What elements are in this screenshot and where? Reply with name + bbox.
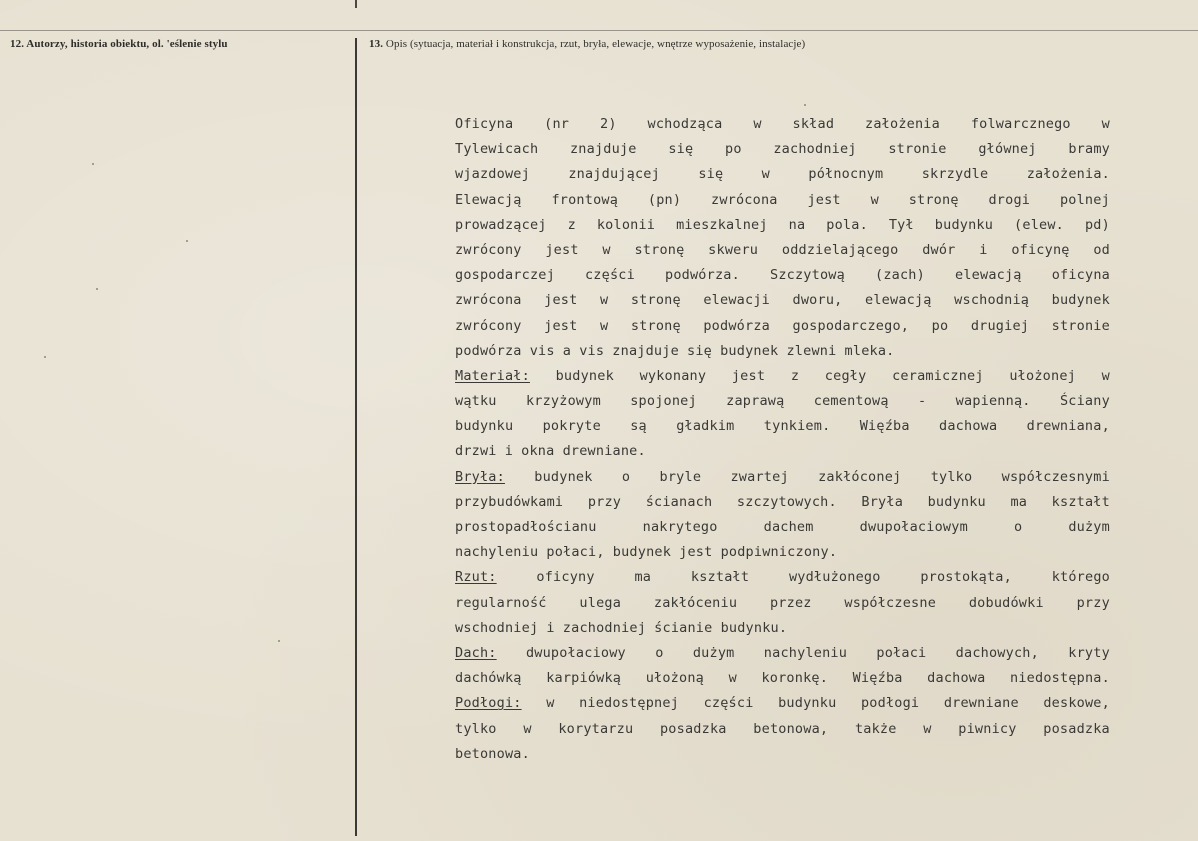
description-line (455, 188, 1110, 213)
description-word: w (870, 191, 879, 208)
description-word: założenia. (1026, 166, 1110, 183)
description-word: pola. (826, 216, 868, 233)
description-word: ułożoną (645, 670, 704, 687)
description-word: się (687, 342, 712, 359)
description-word: vis (529, 342, 555, 359)
description-word: wapienną. (955, 393, 1031, 410)
paper-speck (96, 288, 98, 290)
description-word: zwrócona (455, 292, 522, 309)
description-word: okna (521, 443, 555, 460)
description-word: nakrytego (642, 519, 718, 535)
description-word: znajduje (569, 141, 637, 158)
description-word: niedostępna. (1010, 670, 1110, 687)
description-word: budynek (612, 544, 672, 561)
description-word: w (728, 670, 737, 687)
description-word: budynku (455, 418, 514, 435)
description-line (455, 439, 1110, 464)
description-word: skrzydle (921, 166, 989, 183)
description-word: budynku (934, 216, 994, 233)
description-word: stronę (630, 317, 681, 334)
description-line (455, 213, 1110, 238)
description-word: wschodnią (954, 292, 1030, 309)
description-word: drogi (988, 191, 1031, 208)
description-line (455, 616, 1110, 641)
description-line (455, 465, 1110, 490)
description-line (455, 137, 1110, 162)
description-word: Szczytową (770, 267, 845, 284)
description-word: stronie (888, 141, 947, 158)
description-word: kształt (690, 569, 750, 586)
description-word: po (931, 317, 949, 334)
description-word: dachowa (927, 670, 986, 687)
paper-speck (804, 104, 806, 106)
description-line (455, 389, 1110, 414)
description-word: (elew. (1014, 216, 1065, 233)
description-word: drewniane. (562, 443, 646, 460)
description-word: w (923, 720, 932, 737)
description-word: zwrócona (711, 191, 778, 208)
description-word: stronę (908, 191, 959, 208)
description-word: znajdującej (568, 166, 660, 183)
description-word: w (1101, 367, 1110, 384)
description-word: Ściany (1059, 393, 1110, 410)
paper-speck (278, 640, 280, 642)
top-border-line (0, 30, 1198, 31)
description-word: korytarzu (558, 720, 634, 737)
description-word: ścianie (654, 619, 713, 636)
description-word: (pn) (647, 191, 682, 208)
description-word: i (979, 241, 988, 258)
section-label: Bryła: (455, 468, 505, 485)
description-word: północnym (808, 166, 884, 183)
description-word: tylko (930, 468, 973, 485)
description-word: części (584, 267, 635, 284)
description-word: zlewni (786, 342, 837, 359)
description-word: w (1101, 116, 1110, 132)
description-word: kształt (1051, 493, 1110, 510)
description-word: spojonej (630, 393, 697, 410)
description-line (455, 263, 1110, 288)
description-word: oficyna (1051, 267, 1110, 284)
description-word: prostopadłościanu (455, 519, 597, 535)
description-word: w (761, 166, 770, 183)
description-word: się (668, 141, 694, 158)
description-word: w (600, 317, 609, 334)
description-line (455, 742, 1110, 767)
description-word: Więźba (859, 418, 910, 435)
description-word: współczesnymi (1001, 468, 1110, 485)
description-word: podłogi (860, 695, 920, 712)
description-line (455, 364, 1110, 389)
description-word: betonowa, (753, 720, 829, 737)
description-word: dwupołaciowy (525, 644, 626, 661)
section-13-title: Opis (sytuacja, materiał i konstrukcja, rzut, bryła, elewacje, wnętrze wyposażenie, instalacje) (385, 38, 806, 50)
description-word: wjazdowej (455, 166, 530, 183)
description-word: drewniana, (1026, 418, 1110, 435)
description-word: dużym (1068, 519, 1110, 535)
description-word: frontową (551, 191, 619, 208)
description-word: ma (1010, 493, 1028, 510)
description-line (455, 717, 1110, 742)
description-word: przy (587, 493, 622, 510)
description-word: podwórza. (665, 267, 740, 284)
paper-speck (92, 163, 94, 165)
description-word: Elewacją (455, 191, 522, 208)
description-word: kolonii (596, 216, 656, 233)
description-word: ułożonej (1009, 367, 1076, 384)
description-word: budynku. (720, 619, 788, 636)
description-line (455, 515, 1110, 540)
description-word: Tylewicach (455, 141, 539, 158)
description-word: tylko (455, 720, 497, 737)
description-word: dużym (692, 644, 735, 661)
section-13-number: 13. (369, 38, 384, 50)
description-word: wchodząca (647, 116, 723, 132)
description-word: o (621, 468, 631, 485)
description-word: w (523, 720, 532, 737)
description-word: posadzka (1043, 720, 1110, 737)
description-word: prostokąta, (920, 569, 1012, 586)
description-word: oficynę (1011, 241, 1070, 258)
description-word: (zach) (875, 267, 925, 284)
paper-speck (44, 356, 46, 358)
description-word: są (630, 418, 647, 435)
description-word: dachowa (939, 418, 998, 435)
description-word: tynkiem. (763, 418, 831, 435)
description-word: gospodarczej (455, 267, 555, 284)
description-word: gospodarczego, (792, 317, 910, 334)
object-description-text (455, 112, 1110, 767)
description-word: jest (544, 292, 578, 309)
section-label: Podłogi: (455, 695, 522, 712)
description-word: w (602, 241, 611, 258)
description-word: bryle (659, 468, 702, 485)
description-word: także (854, 720, 897, 737)
description-word: zwrócony (455, 241, 522, 258)
description-word: w (546, 695, 555, 712)
description-word: wschodniej (455, 619, 539, 636)
description-line (455, 238, 1110, 263)
description-line (455, 641, 1110, 666)
description-word: i (546, 619, 555, 636)
description-word: szczytowych. (736, 493, 837, 510)
paper-speck (186, 240, 188, 242)
description-word: budynek (720, 342, 779, 359)
description-word: zwartej (730, 468, 789, 485)
description-word: elewacją (955, 267, 1022, 284)
description-line (455, 591, 1110, 616)
description-word: założenia (865, 116, 940, 132)
description-word: w (753, 116, 762, 132)
description-word: podwórza (455, 342, 522, 359)
description-word: budynek (555, 367, 614, 384)
description-word: niedostępnej (579, 695, 680, 712)
description-word: połaci (876, 644, 927, 661)
description-word: dwór (922, 241, 956, 258)
description-word: zakłóconej (818, 468, 902, 485)
description-line (455, 666, 1110, 691)
description-line (455, 288, 1110, 313)
description-word: cegły (824, 367, 867, 384)
column-divider (355, 38, 357, 836)
description-word: o (655, 644, 664, 661)
description-line (455, 314, 1110, 339)
description-word: jest (731, 367, 766, 384)
description-word: z (790, 367, 800, 384)
column-tick-mark (355, 0, 357, 8)
description-word: 2) (600, 116, 617, 132)
description-word: folwarcznego (970, 116, 1071, 132)
description-word: przybudówkami (455, 493, 564, 510)
description-word: dobudówki (968, 594, 1044, 611)
description-word: jest (545, 241, 579, 258)
description-line (455, 490, 1110, 515)
description-word: i (504, 443, 514, 460)
description-word: karpiówką (546, 670, 622, 687)
description-word: drzwi (455, 443, 497, 460)
description-word: bramy (1068, 141, 1110, 158)
description-word: stronę (634, 241, 685, 258)
description-line (455, 565, 1110, 590)
description-word: wątku (455, 393, 497, 410)
description-word: jest (679, 544, 713, 561)
description-word: cementową (813, 393, 889, 410)
description-word: połaci, (546, 544, 605, 561)
description-word: zachodniej (562, 619, 647, 636)
description-word: gładkim (676, 418, 735, 435)
description-word: posadzka (659, 720, 727, 737)
description-word: głównej (978, 141, 1037, 158)
description-line (455, 112, 1110, 137)
description-word: drewniane (943, 695, 1019, 712)
description-word: ulega (579, 594, 622, 611)
description-line (455, 691, 1110, 716)
description-word: stronę (630, 292, 681, 309)
description-word: nachyleniu (455, 544, 539, 561)
description-word: a (562, 342, 572, 359)
description-word: skład (792, 116, 835, 132)
description-word: betonowa. (455, 745, 530, 762)
description-word: podpiwniczony. (720, 544, 838, 561)
description-line (455, 162, 1110, 187)
description-word: budynek (1051, 292, 1110, 309)
description-word: piwnicy (958, 720, 1017, 737)
description-word: stronie (1051, 317, 1110, 334)
description-word: z (567, 216, 576, 233)
description-word: mleka. (844, 342, 895, 359)
description-word: po (725, 141, 742, 158)
description-word: dachem (763, 519, 814, 535)
description-word: części (703, 695, 754, 712)
description-word: deskowe, (1043, 695, 1110, 712)
description-word: - (918, 393, 927, 410)
description-word: ma (634, 569, 652, 586)
description-word: zaprawą (726, 393, 785, 410)
description-word: Oficyna (455, 116, 514, 132)
description-word: zakłóceniu (653, 594, 738, 611)
description-line (455, 540, 1110, 565)
description-word: zwrócony (455, 317, 522, 334)
description-word: o (1013, 519, 1023, 535)
description-word: Bryła (861, 493, 904, 510)
description-word: zachodniej (773, 141, 857, 158)
description-word: oficyny (536, 569, 595, 586)
description-word: prowadzącej (455, 216, 547, 233)
description-word: dachowych, (955, 644, 1039, 661)
description-line (455, 339, 1110, 364)
description-word: dworu, (792, 292, 843, 309)
description-word: krzyżowym (525, 393, 601, 410)
description-word: pd) (1084, 216, 1110, 233)
description-word: vis (579, 342, 605, 359)
description-word: którego (1051, 569, 1110, 586)
description-word: pokryte (542, 418, 601, 435)
description-word: jest (544, 317, 578, 334)
description-word: jest (807, 191, 841, 208)
description-word: wykonany (639, 367, 707, 384)
description-word: ceramicznej (892, 367, 984, 384)
description-word: kryty (1068, 644, 1110, 661)
description-word: na (788, 216, 806, 233)
description-word: się (698, 166, 724, 183)
description-word: dwupołaciowym (859, 519, 968, 535)
description-word: polnej (1059, 191, 1110, 208)
description-word: mieszkalnej (676, 216, 768, 233)
description-word: znajduje (612, 342, 679, 359)
description-word: (nr (544, 116, 570, 132)
section-label: Dach: (455, 644, 497, 661)
description-word: budynku (778, 695, 837, 712)
description-word: w (600, 292, 609, 309)
section-label: Rzut: (455, 569, 497, 586)
description-word: drugiej (970, 317, 1030, 334)
description-word: współczesne (844, 594, 937, 611)
description-word: koronkę. (761, 670, 829, 687)
description-word: elewacją (865, 292, 932, 309)
section-13-heading (369, 38, 805, 50)
description-word: od (1093, 241, 1110, 258)
section-label: Materiał: (455, 367, 530, 384)
description-word: Tył (888, 216, 914, 233)
description-word: Więźba (852, 670, 903, 687)
description-word: wydłużonego (788, 569, 881, 586)
section-12-heading: 12. Autorzy, historia obiektu, ol. 'eślenie stylu (10, 38, 228, 50)
description-word: dachówką (455, 670, 522, 687)
description-word: ścianach (645, 493, 713, 510)
description-line (455, 414, 1110, 439)
description-word: budynku (927, 493, 986, 510)
description-word: nachyleniu (763, 644, 848, 661)
description-word: budynek (534, 468, 593, 485)
description-word: przez (769, 594, 812, 611)
description-word: skweru (708, 241, 759, 258)
description-word: elewacji (703, 292, 770, 309)
description-word: regularność (455, 594, 547, 611)
description-word: podwórza (703, 317, 770, 334)
description-word: przy (1076, 594, 1110, 611)
description-word: oddzielającego (781, 241, 899, 258)
